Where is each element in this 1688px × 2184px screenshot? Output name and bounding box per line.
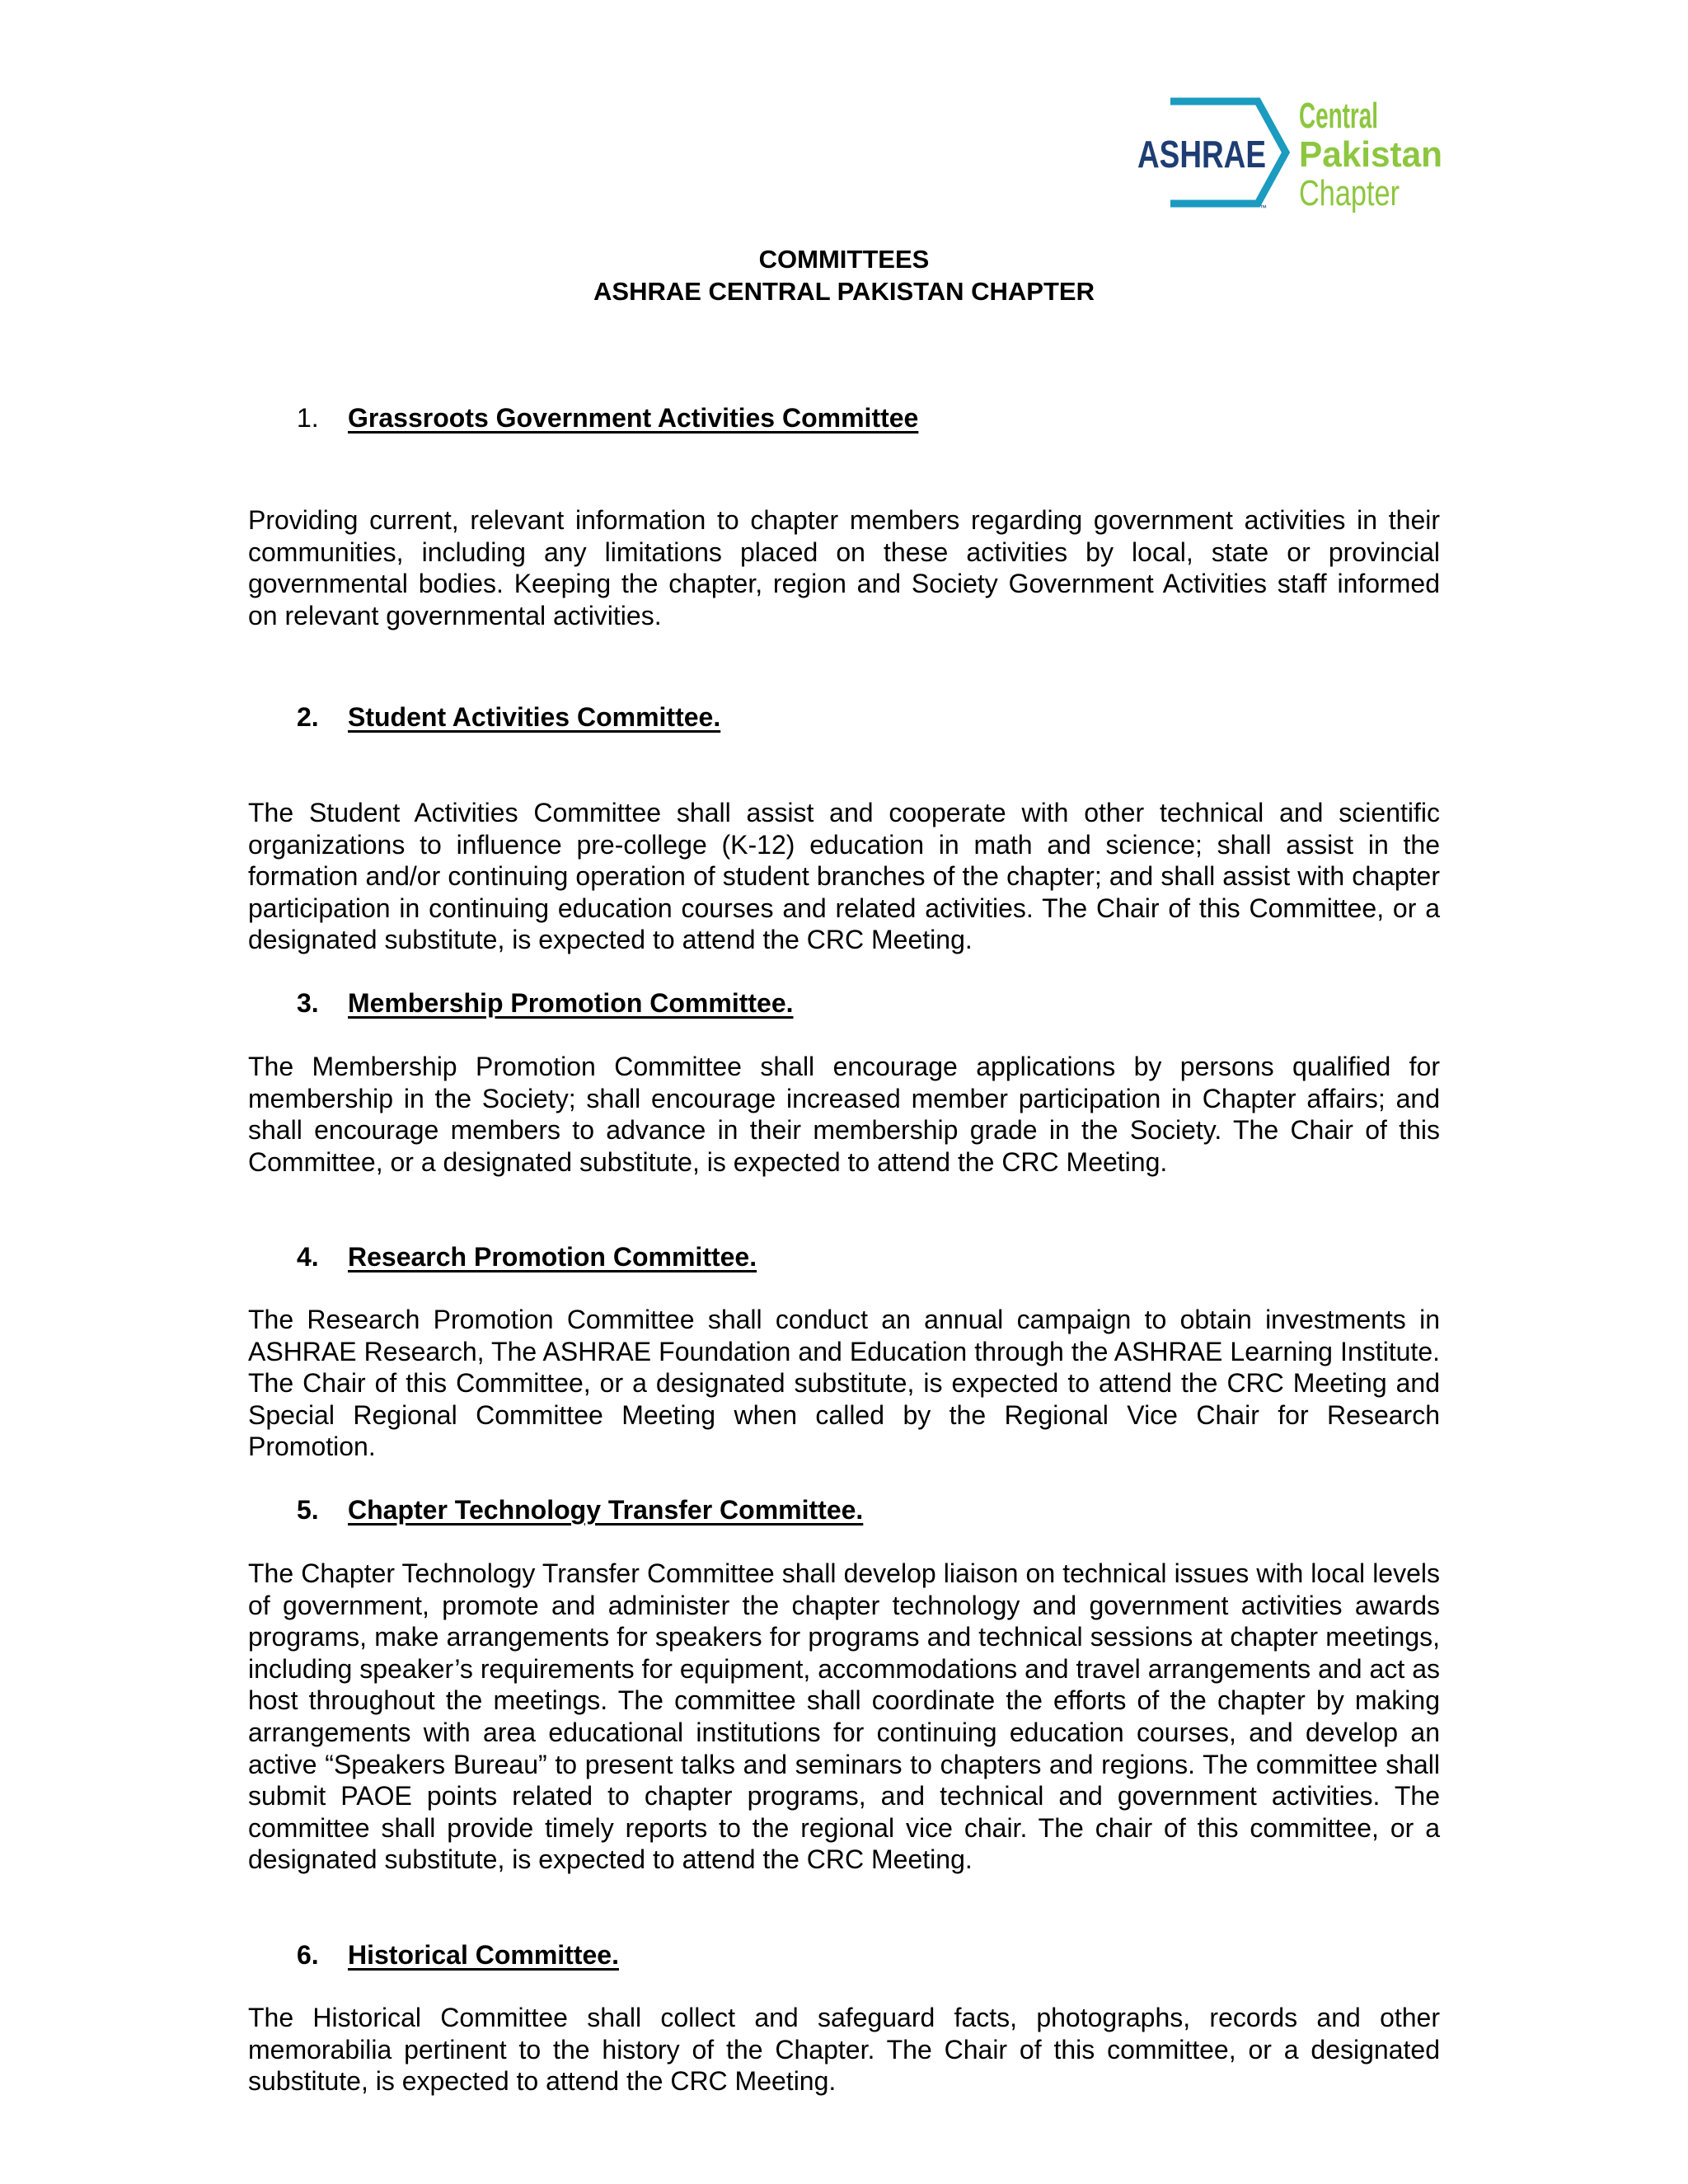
committee-name: Student Activities Committee. [348,702,721,732]
committee-number: 4. [297,1242,319,1272]
committee-heading-4 [297,1240,757,1273]
page-subtitle: ASHRAE CENTRAL PAKISTAN CHAPTER [593,277,1095,306]
logo-trademark: ™ [1259,204,1267,212]
committee-description-6: The Historical Committee shall collect and safeguard facts, photographs, records and other memorabilia pertinent to the history of the Chapter. The Chair of this committee, or a designated substitute, is expected to attend the CRC Meeting. [248,2003,1440,2097]
logo-ashrae-text: ASHRAE [1137,133,1266,176]
ashrae-logo-graphic [1136,95,1442,218]
committee-description-3: The Membership Promotion Committee shall encourage applications by persons qualified for membership in the Society; shall encourage increased member participation in Chapter affairs; and shall encourage members to advance in their membership grade in the Society. The Chair of this Committee, or a designated substitute, is expected to attend the CRC Meeting. [248,1052,1440,1177]
committee-heading-6 [297,1938,619,1971]
committee-description-2: The Student Activities Committee shall assist and cooperate with other technical and scientific organizations to influence pre-college (K-12) education in math and science; shall assist in the formation and/or continuing operation of student branches of the chapter; and shall assist with chapter participation in continuing education courses and related activities. The Chair of this Committee, or a designated substitute, is expected to attend the CRC Meeting. [248,798,1440,955]
committee-heading-1 [297,401,918,434]
committee-heading-5 [297,1493,863,1526]
committee-description-1: Providing current, relevant information to chapter members regarding government activities in their communities, including any limitations placed on these activities by local, state or provincial governmental bodies. Keeping the chapter, region and Society Government Activities staff informed on relevant governmental activities. [248,505,1440,630]
committee-name: Research Promotion Committee. [348,1242,757,1272]
logo-line-chapter: Chapter [1299,173,1400,213]
committee-number: 5. [297,1495,319,1525]
committee-description-5: The Chapter Technology Transfer Committee shall develop liaison on technical issues with local levels of government, promote and administer the chapter technology and government activities awards programs, make arrangements for speakers for programs and technical sessions at chapter meetings, including speaker’s requirements for equipment, accommodations and travel arrangements and act as host throughout the meetings. The committee shall coordinate the efforts of the chapter by making arrangements with area educational institutions for continuing education courses, and develop an active “Speakers Bureau” to present talks and seminars to chapters and regions. The committee shall submit PAOE points related to chapter programs, and technical and government activities. The committee shall provide timely reports to the regional vice chair. The chair of this committee, or a designated substitute, is expected to attend the CRC Meeting. [248,1558,1440,1875]
committee-heading-2 [297,701,720,733]
committee-name: Membership Promotion Committee. [348,988,794,1018]
logo-line-pakistan: Pakistan [1299,134,1442,175]
committee-number: 6. [297,1940,319,1970]
committee-description-4: The Research Promotion Committee shall conduct an annual campaign to obtain investments in ASHRAE Research, The ASHRAE Foundation and Education through the ASHRAE Learning Institute. The Chair of this Committee, or a designated substitute, is expected to attend the CRC Meeting and Special Regional Committee Meeting when called by the Regional Vice Chair for Research Promotion. [248,1305,1440,1462]
logo-line-central: Central [1299,96,1378,136]
committee-number: 2. [297,702,319,732]
committee-name: Grassroots Government Activities Committee [348,403,919,433]
committee-heading-3 [297,987,794,1019]
committee-number: 3. [297,988,319,1018]
committee-number: 1. [297,403,319,433]
committee-name: Historical Committee. [348,1940,619,1970]
page-title: COMMITTEES [758,245,930,274]
ashrae-central-pakistan-logo [1136,95,1442,218]
committee-name: Chapter Technology Transfer Committee. [348,1495,864,1525]
